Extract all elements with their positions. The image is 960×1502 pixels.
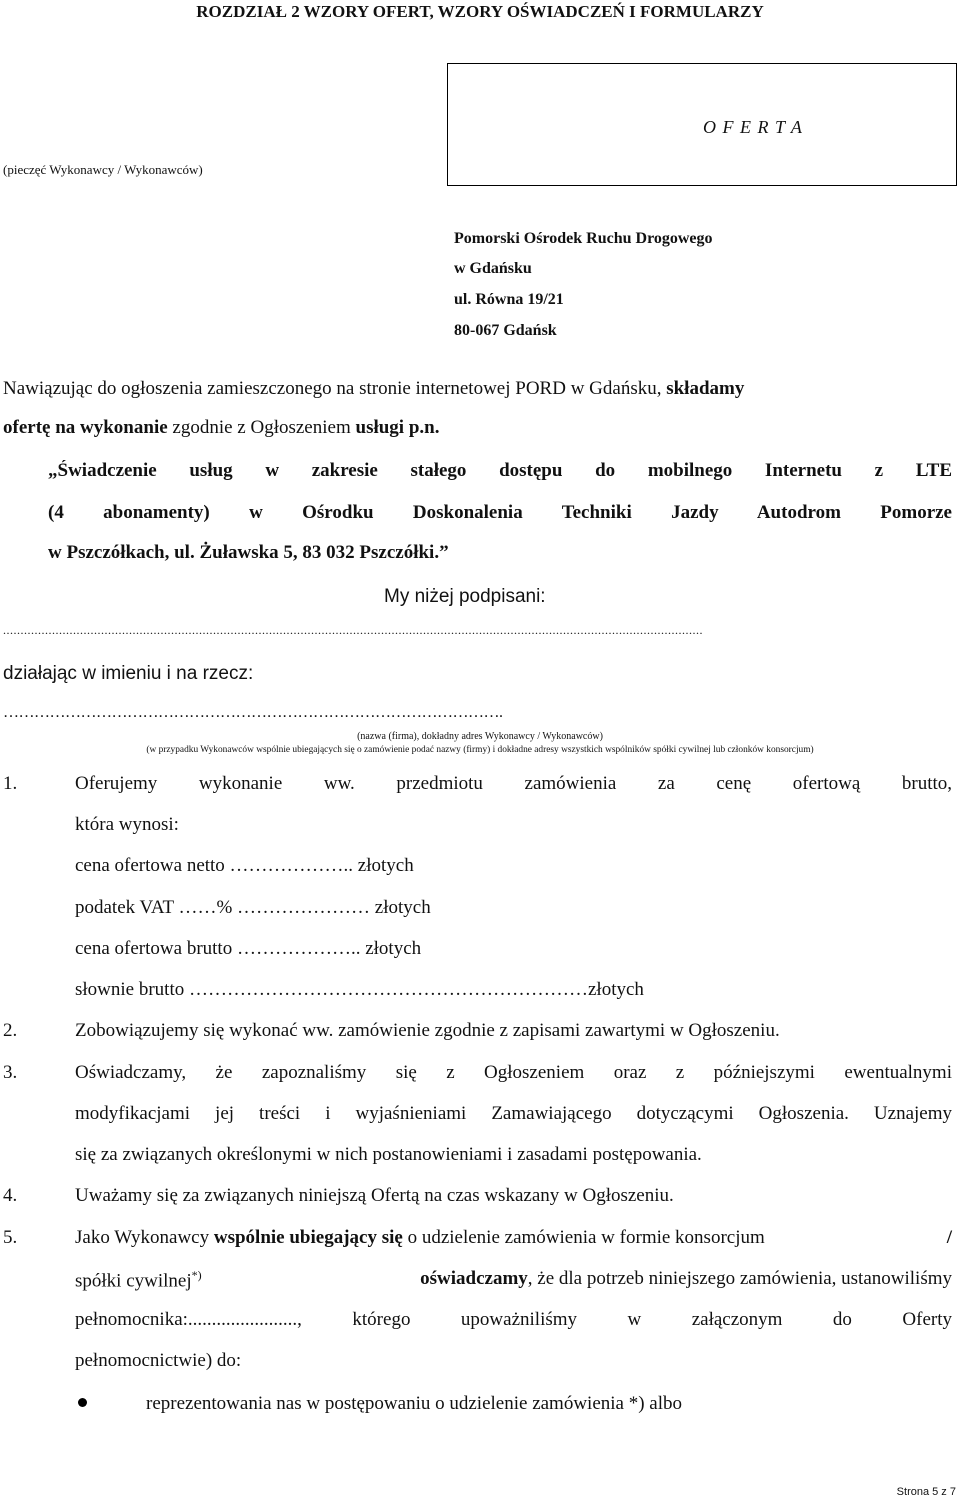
intro-bold: składamy <box>666 378 745 399</box>
item-5-text: spółki cywilnej <box>75 1270 192 1292</box>
item-2-line-1: Zobowiązujemy się wykonać ww. zamówienie zgodnie z zapisami zawartymi w Ogłoszeniu. <box>75 1020 780 1041</box>
consortium-note: (w przypadku Wykonawców wspólnie ubiegających się o zamówienie podać nazwy (firmy) i dokładne adresy wszystkich wspólników spółki cywilnej lub członków konsorcjum) <box>146 745 814 755</box>
subject-line-2: (4 abonamenty) w Ośrodku Doskonalenia Techniki Jazdy Autodrom Pomorze <box>48 502 952 523</box>
recipient-line: Pomorski Ośrodek Ruchu Drogowego <box>454 230 713 247</box>
recipient-line: 80-067 Gdańsk <box>454 322 557 339</box>
intro-text: zgodnie z Ogłoszeniem <box>167 417 356 438</box>
item-5-bold: oświadczamy <box>420 1268 528 1289</box>
recipient-line: ul. Równa 19/21 <box>454 291 564 308</box>
intro-text: Nawiązując do ogłoszenia zamieszczonego na stronie internetowej PORD w Gdańsku, <box>3 378 667 399</box>
intro-line-2 <box>3 417 439 439</box>
firm-dots: ……………………………………………………………………………………. <box>3 704 503 721</box>
item-3-line-1: Oświadczamy, że zapoznaliśmy się z Ogłoszeniem oraz z późniejszymi ewentualnymi <box>75 1062 952 1083</box>
bullet-item: reprezentowania nas w postępowaniu o udzielenie zamówienia *) albo <box>146 1393 683 1414</box>
net-price-field: cena ofertowa netto ……………….. złotych <box>75 855 414 876</box>
bullet-dot-icon <box>78 1398 87 1407</box>
item-5-line-2 <box>75 1268 952 1292</box>
item-number: 5. <box>3 1227 18 1248</box>
item-number: 1. <box>3 773 18 794</box>
firm-note: (nazwa (firma), dokładny adres Wykonawcy / Wykonawców) <box>357 731 603 742</box>
item-5-line-3: pełnomocnika:......................., którego upoważniliśmy w załączonym do Oferty <box>75 1309 952 1330</box>
item-5-text: , że dla potrzeb niniejszego zamówienia, ustanowiliśmy <box>527 1268 952 1289</box>
acting-label: działając w imieniu i na rzecz: <box>3 663 254 684</box>
item-1-line-1: Oferujemy wykonanie ww. przedmiotu zamówienia za cenę ofertową brutto, <box>75 773 952 794</box>
item-5-bold: wspólnie ubiegający się <box>213 1227 403 1248</box>
item-5-line-1 <box>75 1227 952 1249</box>
stamp-label: (pieczęć Wykonawcy / Wykonawców) <box>3 162 203 177</box>
offer-box <box>447 63 957 186</box>
signed-label: My niżej podpisani: <box>384 586 546 607</box>
intro-bold: usługi p.n. <box>355 417 440 438</box>
footnote-marker: *) <box>191 1268 202 1282</box>
item-number: 2. <box>3 1020 18 1041</box>
page-number: Strona 5 z 7 <box>896 1486 956 1498</box>
subject-line-1: „Świadczenie usług w zakresie stałego dostępu do mobilnego Internetu z LTE <box>48 460 952 481</box>
item-3-line-3: się za związanych określonymi w nich postanowieniami i zasadami postępowania. <box>75 1144 702 1165</box>
chapter-header: ROZDZIAŁ 2 WZORY OFERT, WZORY OŚWIADCZEŃ I FORMULARZY <box>196 2 764 21</box>
intro-line-1 <box>3 378 953 400</box>
item-5-line-4: pełnomocnictwie) do: <box>75 1350 242 1371</box>
intro-bold: ofertę na wykonanie <box>3 417 168 438</box>
item-5-text: Jako Wykonawcy <box>75 1227 214 1248</box>
item-number: 4. <box>3 1185 18 1206</box>
subject-line-3: w Pszczółkach, ul. Żuławska 5, 83 032 Pszczółki.” <box>48 542 449 563</box>
item-1-line-2: która wynosi: <box>75 814 179 835</box>
offer-title: O F E R T A <box>703 117 803 137</box>
item-3-line-2: modyfikacjami jej treści i wyjaśnieniami Zamawiającego dotyczącymi Ogłoszenia. Uznajemy <box>75 1103 952 1124</box>
item-4-line-1: Uważamy się za związanych niniejszą Ofertą na czas wskazany w Ogłoszeniu. <box>75 1185 674 1206</box>
item-number: 3. <box>3 1062 18 1083</box>
vat-field: podatek VAT ……% ………………… złotych <box>75 897 431 918</box>
recipient-line: w Gdańsku <box>454 260 532 277</box>
item-5-text: o udzielenie zamówienia w formie konsorcjum <box>402 1227 765 1248</box>
gross-price-field: cena ofertowa brutto ……………….. złotych <box>75 938 422 959</box>
gross-words-field: słownie brutto ………………………………………………………złotych <box>75 979 644 1000</box>
name-dots: ........................................................................................................................................................................................................ <box>3 623 703 637</box>
item-5-slash: / <box>946 1227 952 1248</box>
